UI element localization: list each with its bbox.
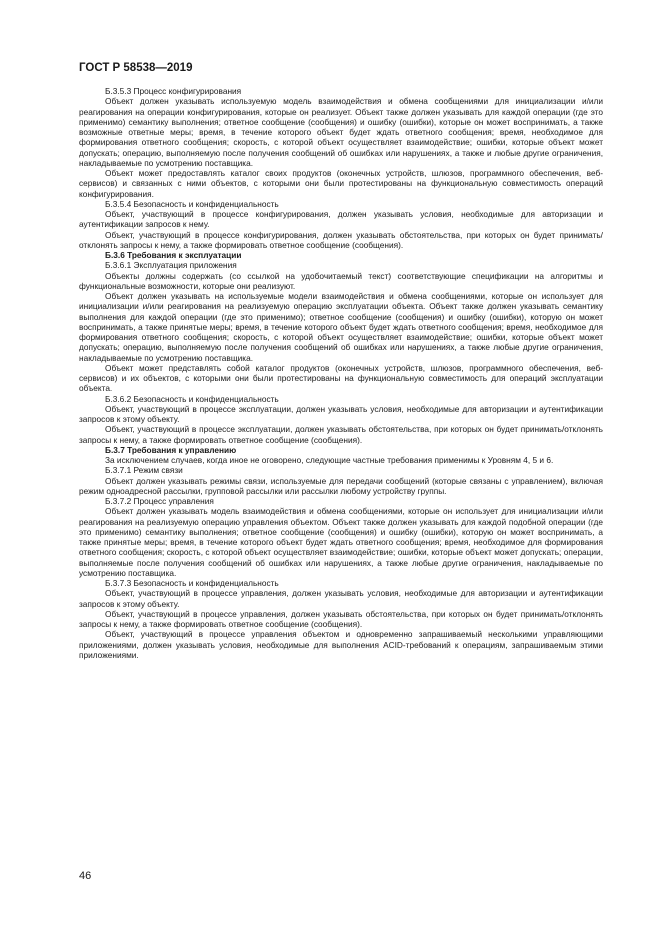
- paragraph: Объект может представлять собой каталог продуктов (оконечных устройств, шлюзов, программного обеспечения, веб-сервисов) и их объектов, с которыми они были протестированы на функциональную совместимость для операций эксплуатации объекта.: [79, 362, 603, 394]
- paragraph: Объект, участвующий в процессе управления объектом и одновременно запрашиваемый несколькими управляющими приложениями, должен указывать условия, необходимые для выполнения ACID-требований к операциям, запрашиваемым этими приложениями.: [79, 629, 603, 660]
- paragraph: Объект, участвующий в процессе конфигурирования, должен указывать обстоятельства, при которых он будет принимать/отклонять запросы к нему, а также формировать ответное сообщение (сообщения).: [79, 229, 603, 250]
- section-heading-bold: Б.3.6 Требования к эксплуатации: [105, 250, 242, 260]
- paragraph: Объект, участвующий в процессе эксплуатации, должен указывать обстоятельства, при которых он будет принимать/отклонять запросы к нему, а также формировать ответное сообщение (сообщения).: [79, 424, 603, 445]
- paragraph: Объект должен указывать модель взаимодействия и обмена сообщениями, которые он использует для инициализации и/или реагирования на реализуемую операцию управления объектом. Объект также должен указывать для каждой подобной операции (где это применимо) семантику выполнения; ответное сообщение (сообщения) и ошибку (ошибки), которую он может воспринимать, а также принятые меры; время, в течение которого объект будет ждать ответного сообщения; время, необходимое для формирования ответного сообщения; скорость, с которой объект осуществляет взаимодействие; ошибки, которые объект может допускать; операции, выполняемые после получения сообщений об ошибках или нарушениях, а также любые другие ограничения, накладываемые по усмотрению поставщика.: [79, 506, 603, 578]
- section-heading: Б.3.6.1 Эксплуатация приложения: [105, 260, 237, 271]
- section-heading: Б.3.7.2 Процесс управления: [105, 496, 214, 506]
- paragraph: Объект, участвующий в процессе конфигурирования, должен указывать условия, необходимые для авторизации и аутентификации запросов к нему.: [79, 209, 603, 230]
- section-heading: Б.3.5.4 Безопасность и конфиденциальность: [105, 198, 279, 209]
- paragraph: Объект должен указывать режимы связи, используемые для передачи сообщений (которые связаны с управлением), включая режим одноадресной рассылки, групповой рассылки или рассылки любому устройству группы.: [79, 475, 603, 496]
- section-heading: Б.3.6.2 Безопасность и конфиденциальность: [105, 393, 279, 404]
- paragraph: Объекты должны содержать (со ссылкой на удобочитаемый текст) соответствующие спецификации на алгоритмы и функциональные возможности, которые они реализуют.: [79, 270, 603, 291]
- page-number: 46: [79, 870, 92, 882]
- paragraph: За исключением случаев, когда иное не оговорено, следующие частные требования применимы к Уровням 4, 5 и 6.: [105, 455, 554, 465]
- paragraph: Объект, участвующий в процессе эксплуатации, должен указывать условия, необходимые для авторизации и аутентификации запросов к этому объекту.: [79, 403, 603, 424]
- section-heading: Б.3.5.3 Процесс конфигурирования: [105, 86, 242, 96]
- section-heading-bold: Б.3.7 Требования к управлению: [105, 444, 237, 455]
- section-heading: Б.3.7.3 Безопасность и конфиденциальность: [105, 578, 279, 588]
- document-header: ГОСТ Р 58538—2019: [79, 62, 193, 74]
- paragraph: Объект, участвующий в процессе управления, должен указывать условия, необходимые для авторизации и аутентификации запросов к этому объекту.: [79, 588, 603, 609]
- paragraph: Объект может предоставлять каталог своих продуктов (оконечных устройств, шлюзов, программного обеспечения, веб-сервисов) и связанных с ними объектов, с которыми они были протестированы на функциональную совместимость операций конфигурирования.: [79, 168, 603, 199]
- paragraph: Объект должен указывать используемую модель взаимодействия и обмена сообщениями для инициализации и/или реагирования на операции конфигурирования, которые он реализует. Объект также должен указывать для каждой операции (где это применимо) семантику выполнения; ответное сообщение (сообщения) и ошибку (ошибки), которые он может воспринимать, а также возможные ответные меры; время, в течение которого объект будет ждать ответного сообщения; время, необходимое для формирования ответного сообщения; скорость, с которой объект осуществляет взаимодействие; ошибки, которые объект может допускать; операцию, выполняемую после получения сообщений об ошибках или нарушениях, а также и любые другие ограничения, накладываемые по усмотрению поставщика.: [79, 96, 603, 168]
- section-heading: Б.3.7.1 Режим связи: [105, 465, 183, 476]
- paragraph: Объект должен указывать на используемые модели взаимодействия и обмена сообщениями, которые он использует для инициализации и/или реагирования на реализуемую операцию эксплуатации объекта. Объект также должен указывать семантику выполнения для каждой операции (где это применимо); ответное сообщение (сообщения) и ошибку (ошибки), которую он может воспринимать, а также принятые меры; время, в течение которого объект будет ждать ответного сообщения; время, необходимое для формирования ответного сообщения; скорость, с которой объект осуществляет взаимодействие; ошибки, которые объект может допускать; операцию, выполняемую после получения сообщений об ошибках или нарушениях, а также любые другие ограничения, накладываемые по усмотрению поставщика.: [79, 291, 603, 363]
- document-body: [79, 86, 603, 660]
- paragraph: Объект, участвующий в процессе управления, должен указывать обстоятельства, при которых он будет принимать/отклонять запросы к нему, а также формировать ответное сообщение (сообщения).: [79, 608, 603, 629]
